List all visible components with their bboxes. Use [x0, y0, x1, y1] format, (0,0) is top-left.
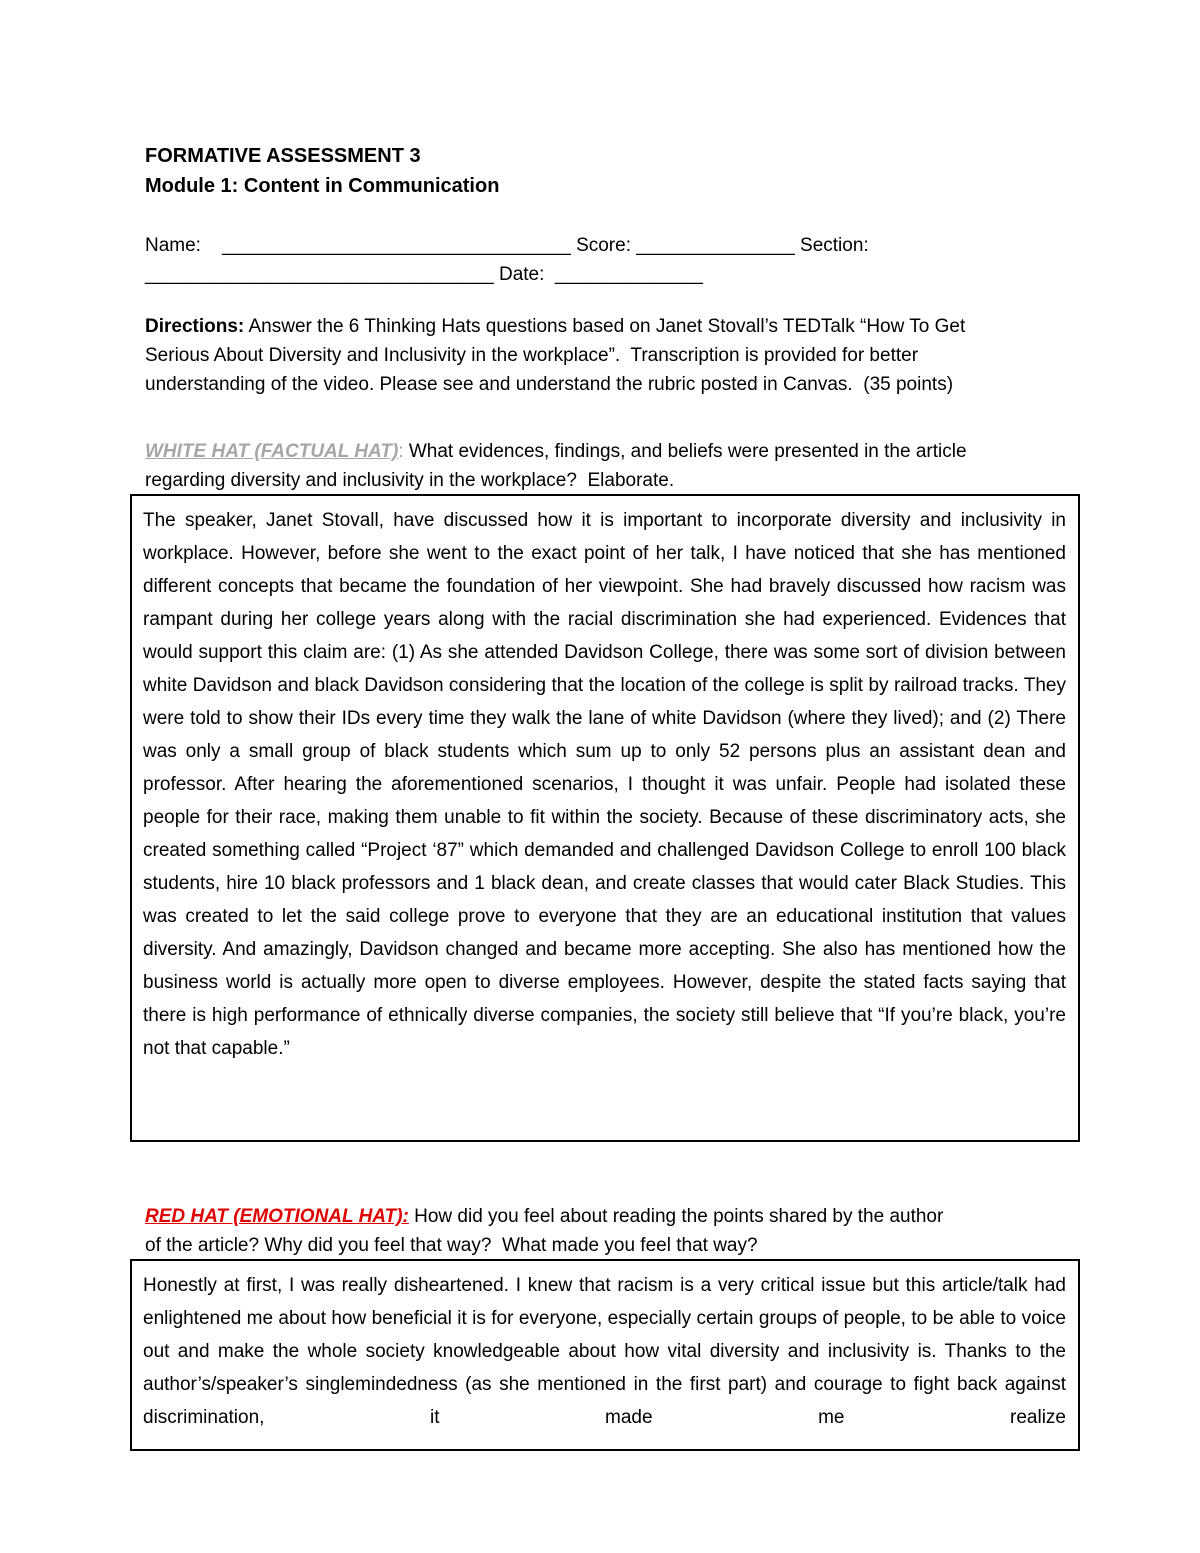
- directions-line-1: [145, 312, 965, 341]
- red-hat-label: RED HAT (EMOTIONAL HAT):: [145, 1206, 409, 1227]
- directions-line-3: understanding of the video. Please see and understand the rubric posted in Canvas. (35 points): [145, 374, 954, 395]
- red-hat-answer-text: Honestly at first, I was really disheartened. I knew that racism is a very critical issue but this article/talk had enlightened me about how beneficial it is for everyone, especially certain groups of people, to be able to voice out and make the whole society knowledgeable about how vital diversity and inclusivity is. Thanks to the author’s/speaker’s singlemindedness (as she mentioned in the first part) and courage to fight back against discrimination, it made me realize: [143, 1275, 1066, 1428]
- white-hat-colon: :: [398, 441, 404, 462]
- white-hat-answer-text: The speaker, Janet Stovall, have discussed how it is important to incorporate diversity and inclusivity in workplace. However, before she went to the exact point of her talk, I have noticed that she has mentioned different concepts that became the foundation of her viewpoint. She had bravely discussed how racism was rampant during her college years along with the racial discrimination she had experienced. Evidences that would support this claim are: (1) As she attended Davidson College, there was some sort of division between white Davidson and black Davidson considering that the location of the college is split by railroad tracks. They were told to show their IDs every time they walk the lane of white Davidson (where they lived); and (2) There was only a small group of black students which sum up to only 52 persons plus an assistant dean and professor. After hearing the aforementioned scenarios, I thought it was unfair. People had isolated these people for their race, making them unable to fit within the society. Because of these discriminatory acts, she created something called “Project ‘87” which demanded and challenged Davidson College to enroll 100 black students, hire 10 black professors and 1 black dean, and create classes that would cater Black Studies. This was created to let the said college prove to everyone that they are an educational institution that values diversity. And amazingly, Davidson changed and became more accepting. She also has mentioned how the business world is actually more open to diverse employees. However, despite the stated facts saying that there is high performance of ethnically diverse companies, the society still believe that “If you’re black, you’re not that capable.”: [143, 510, 1066, 1059]
- name-score-section-line: Name: _________________________________ Score: _______________ Section:: [145, 235, 869, 256]
- red-hat-question-text: How did you feel about reading the points shared by the author: [408, 1206, 944, 1227]
- white-hat-question-line-1: [145, 437, 967, 466]
- red-hat-question-line-2: of the article? Why did you feel that way? What made you feel that way?: [145, 1235, 758, 1256]
- directions-line-2: Serious About Diversity and Inclusivity in the workplace”. Transcription is provided for better: [145, 345, 919, 366]
- directions-label: Directions:: [145, 316, 245, 337]
- white-hat-label: WHITE HAT (FACTUAL HAT): [145, 441, 399, 462]
- red-hat-answer-box: [130, 1259, 1080, 1451]
- document-title: FORMATIVE ASSESSMENT 3: [145, 145, 421, 167]
- white-hat-answer-box: [130, 494, 1080, 1142]
- directions-text-1: Answer the 6 Thinking Hats questions based on Janet Stovall’s TEDTalk “How To Get: [244, 316, 966, 337]
- date-line: _________________________________ Date: ______________: [145, 264, 703, 285]
- red-hat-question-line-1: [145, 1202, 943, 1231]
- white-hat-question-line-2: regarding diversity and inclusivity in the workplace? Elaborate.: [145, 470, 675, 491]
- module-subtitle: Module 1: Content in Communication: [145, 175, 500, 197]
- white-hat-question-text: What evidences, findings, and beliefs were presented in the article: [403, 441, 967, 462]
